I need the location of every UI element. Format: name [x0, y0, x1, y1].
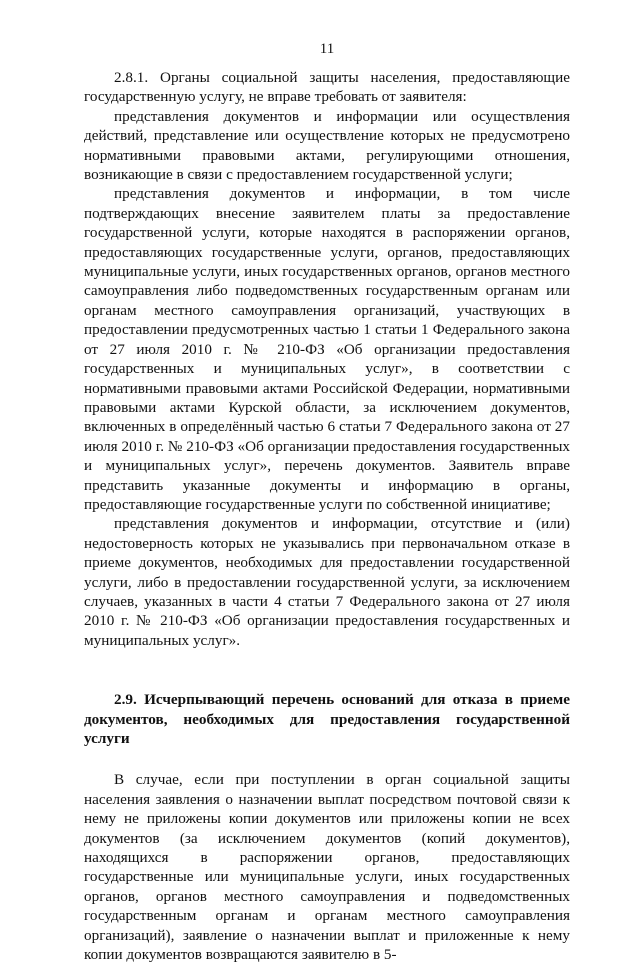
paragraph-actions: представления документов и информации или осуществления действий, представление или осуществление которых не предусмотрено нормативными правовыми актами, регулирующими отношения, возникающие в связи с предоставлением государственной услуги;: [84, 107, 570, 184]
section-heading-2-9: 2.9. Исчерпывающий перечень оснований для отказа в приеме документов, необходимых для предоставления государственной услуги: [84, 691, 570, 747]
page-number: 11: [319, 41, 335, 57]
paragraph-documents-in-possession: представления документов и информации, в том числе подтверждающих внесение заявителем платы за предоставление государственной услуги, которые находятся в распоряжении органов, предоставляющих государственные услуги, органов, предоставляющих муниципальные услуги, иных государственных органов, органов местного самоуправления либо подведомственных государственным органам или органам местного самоуправления организаций, участвующих в предоставлении предусмотренных частью 1 статьи 1 Федерального закона от 27 июля 2010 г. № 210-ФЗ «Об организации предоставления государственных и муниципальных услуг», в соответствии с нормативными правовыми актами Российской Федерации, нормативными правовыми актами Курской области, за исключением документов, включенных в определённый частью 6 статьи 7 Федерального закона от 27 июля 2010 г. № 210-ФЗ «Об организации предоставления государственных и муниципальных услуг», перечень документов. Заявитель вправе представить указанные документы и информацию в органы, предоставляющие государственные услуги по собственной инициативе;: [84, 185, 570, 513]
paragraph-refusal-case: В случае, если при поступлении в орган социальной защиты населения заявления о назначении выплат посредством почтовой связи к нему не приложены копии документов или приложены копии не всех документов (за исключением документов (копий документов), находящихся в распоряжении органов, предоставляющих государственные или муниципальные услуги, иных государственных органов, органов местного самоуправления и подведомственных государственным органам и органам местного самоуправления организаций), заявление о назначении выплат и приложенные к нему копии документов возвращаются заявителю в 5-: [84, 771, 570, 964]
paragraph-2-8-1: 2.8.1. Органы социальной защиты населения, предоставляющие государственную услугу, не вправе требовать от заявителя:: [84, 69, 570, 106]
paragraph-unreported-documents: представления документов и информации, отсутствие и (или) недостоверность которых не указывались при первоначальном отказе в приеме документов, необходимых для предоставлении государственной услуги, либо в предоставлении государственной услуги, за исключением случаев, указанных в части 4 статьи 7 Федерального закона от 27 июля 2010 г. № 210-ФЗ «Об организации предоставления государственных и муниципальных услуг».: [84, 515, 570, 649]
